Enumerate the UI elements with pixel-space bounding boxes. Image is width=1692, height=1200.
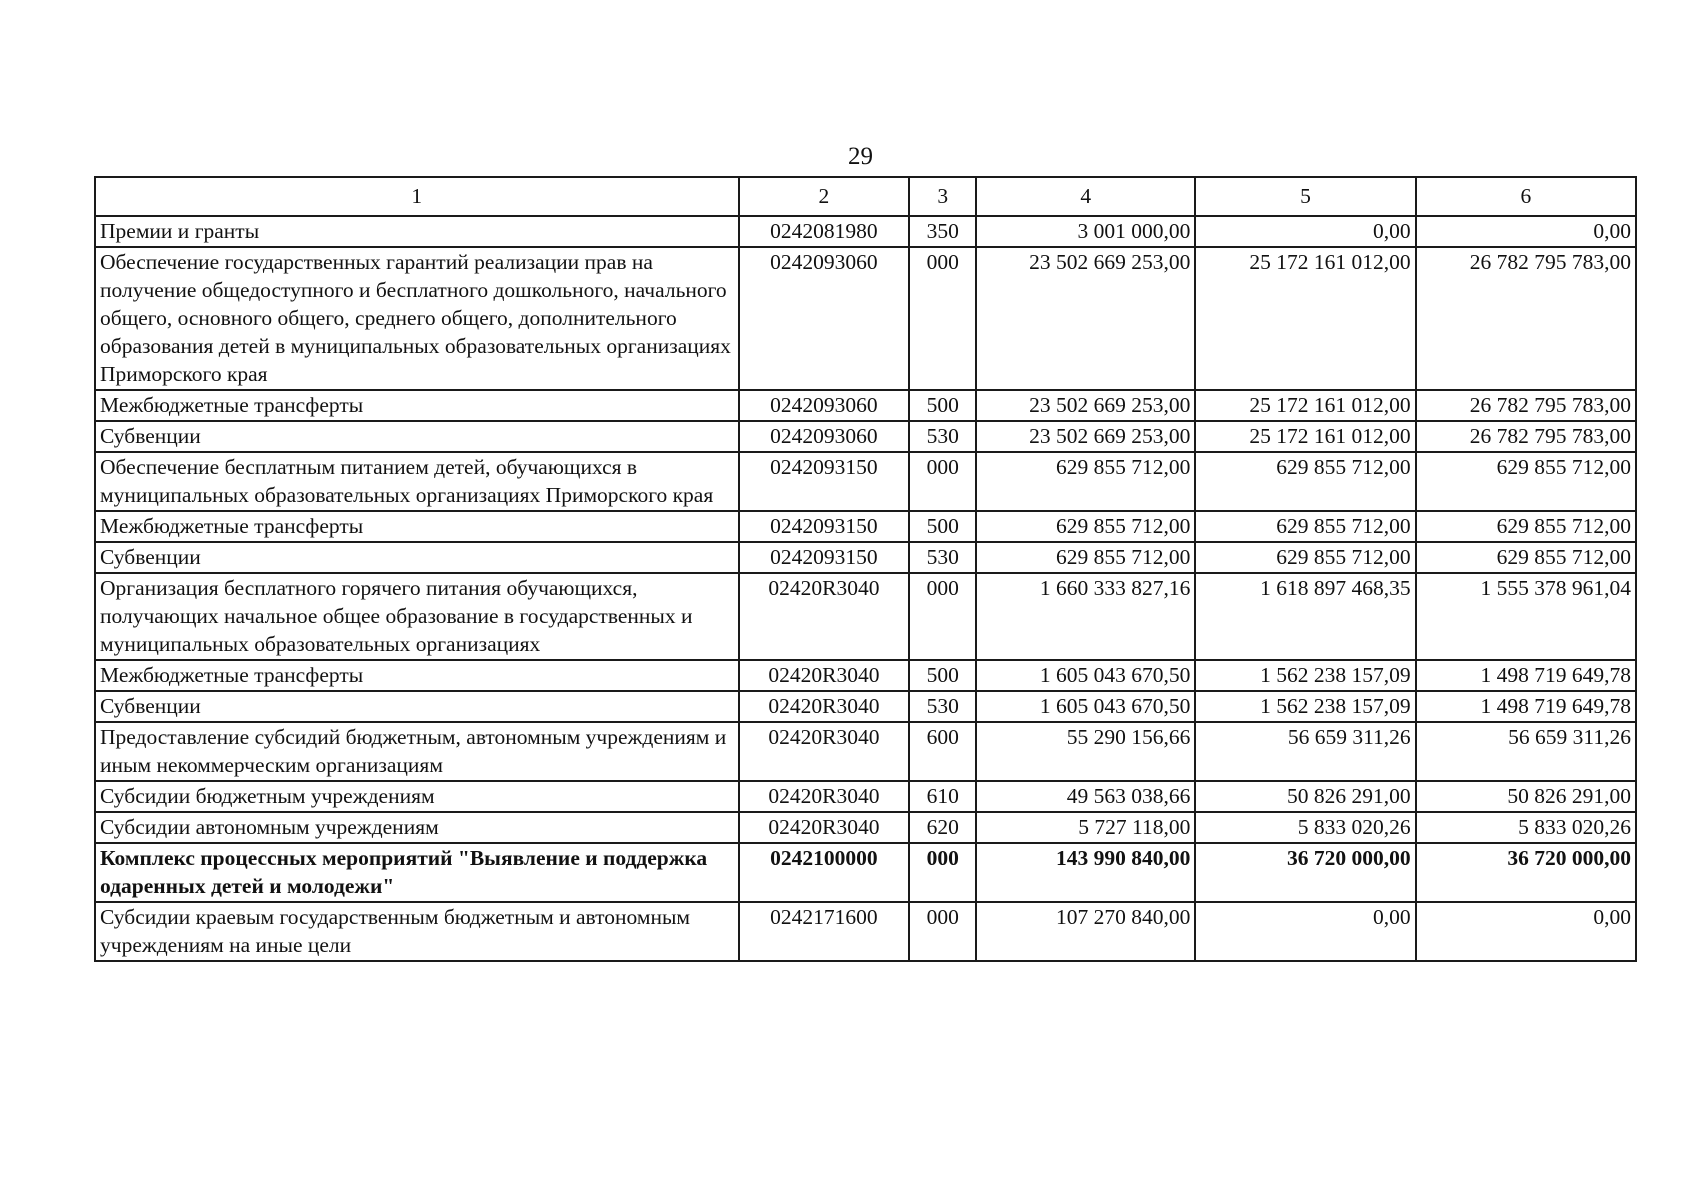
row-type-cell: 000 xyxy=(909,843,976,902)
row-name-cell: Обеспечение бесплатным питанием детей, обучающихся в муниципальных образовательных организациях Приморского края xyxy=(95,452,739,511)
row-value-col5-cell: 0,00 xyxy=(1195,902,1415,961)
header-col-6: 6 xyxy=(1416,177,1636,216)
row-value-col6-cell: 0,00 xyxy=(1416,902,1636,961)
table-row xyxy=(95,660,1636,691)
table-row xyxy=(95,781,1636,812)
row-name-cell: Межбюджетные трансферты xyxy=(95,660,739,691)
row-value-col4-cell: 23 502 669 253,00 xyxy=(976,247,1195,390)
row-name-cell: Предоставление субсидий бюджетным, автономным учреждениям и иным некоммерческим организациям xyxy=(95,722,739,781)
table-row xyxy=(95,902,1636,961)
row-code-cell: 0242093060 xyxy=(739,390,910,421)
row-code-cell: 0242093150 xyxy=(739,452,910,511)
row-value-col6-cell: 629 855 712,00 xyxy=(1416,452,1636,511)
header-row xyxy=(95,177,1636,216)
budget-table xyxy=(94,176,1637,962)
row-value-col6-cell: 50 826 291,00 xyxy=(1416,781,1636,812)
row-value-col5-cell: 629 855 712,00 xyxy=(1195,452,1415,511)
table-row xyxy=(95,452,1636,511)
row-value-col6-cell: 1 555 378 961,04 xyxy=(1416,573,1636,660)
table-row xyxy=(95,390,1636,421)
row-value-col4-cell: 55 290 156,66 xyxy=(976,722,1195,781)
row-type-cell: 620 xyxy=(909,812,976,843)
row-value-col6-cell: 26 782 795 783,00 xyxy=(1416,421,1636,452)
row-value-col6-cell: 56 659 311,26 xyxy=(1416,722,1636,781)
row-value-col5-cell: 25 172 161 012,00 xyxy=(1195,390,1415,421)
row-name-cell: Обеспечение государственных гарантий реализации прав на получение общедоступного и бесплатного дошкольного, начального общего, основного общего, среднего общего, дополнительного образования детей в муниципальных образовательных организациях Приморского края xyxy=(95,247,739,390)
row-value-col6-cell: 1 498 719 649,78 xyxy=(1416,660,1636,691)
table-row xyxy=(95,843,1636,902)
row-name-cell: Межбюджетные трансферты xyxy=(95,511,739,542)
row-value-col6-cell: 26 782 795 783,00 xyxy=(1416,390,1636,421)
row-value-col4-cell: 3 001 000,00 xyxy=(976,216,1195,247)
row-name-cell: Субвенции xyxy=(95,542,739,573)
header-col-1: 1 xyxy=(95,177,739,216)
row-value-col5-cell: 25 172 161 012,00 xyxy=(1195,421,1415,452)
row-type-cell: 530 xyxy=(909,542,976,573)
row-value-col4-cell: 629 855 712,00 xyxy=(976,542,1195,573)
row-value-col6-cell: 629 855 712,00 xyxy=(1416,542,1636,573)
row-code-cell: 0242100000 xyxy=(739,843,910,902)
row-value-col4-cell: 23 502 669 253,00 xyxy=(976,421,1195,452)
row-value-col4-cell: 629 855 712,00 xyxy=(976,452,1195,511)
row-value-col4-cell: 629 855 712,00 xyxy=(976,511,1195,542)
row-code-cell: 0242093150 xyxy=(739,542,910,573)
row-type-cell: 530 xyxy=(909,691,976,722)
row-name-cell: Субсидии автономным учреждениям xyxy=(95,812,739,843)
row-code-cell: 02420R3040 xyxy=(739,812,910,843)
row-name-cell: Субвенции xyxy=(95,691,739,722)
row-type-cell: 610 xyxy=(909,781,976,812)
table-body xyxy=(95,216,1636,961)
row-type-cell: 000 xyxy=(909,902,976,961)
row-value-col4-cell: 5 727 118,00 xyxy=(976,812,1195,843)
row-value-col6-cell: 0,00 xyxy=(1416,216,1636,247)
row-value-col5-cell: 5 833 020,26 xyxy=(1195,812,1415,843)
row-code-cell: 02420R3040 xyxy=(739,660,910,691)
row-type-cell: 500 xyxy=(909,511,976,542)
row-code-cell: 0242093150 xyxy=(739,511,910,542)
row-value-col4-cell: 1 605 043 670,50 xyxy=(976,660,1195,691)
row-code-cell: 0242081980 xyxy=(739,216,910,247)
row-code-cell: 0242093060 xyxy=(739,247,910,390)
header-col-5: 5 xyxy=(1195,177,1415,216)
row-value-col6-cell: 5 833 020,26 xyxy=(1416,812,1636,843)
row-value-col4-cell: 49 563 038,66 xyxy=(976,781,1195,812)
row-type-cell: 500 xyxy=(909,390,976,421)
table-row xyxy=(95,812,1636,843)
row-name-cell: Премии и гранты xyxy=(95,216,739,247)
row-type-cell: 000 xyxy=(909,452,976,511)
row-code-cell: 02420R3040 xyxy=(739,722,910,781)
row-value-col5-cell: 1 562 238 157,09 xyxy=(1195,660,1415,691)
table-row xyxy=(95,216,1636,247)
row-code-cell: 02420R3040 xyxy=(739,573,910,660)
row-value-col6-cell: 1 498 719 649,78 xyxy=(1416,691,1636,722)
row-value-col6-cell: 36 720 000,00 xyxy=(1416,843,1636,902)
row-name-cell: Субвенции xyxy=(95,421,739,452)
row-code-cell: 02420R3040 xyxy=(739,691,910,722)
row-value-col5-cell: 36 720 000,00 xyxy=(1195,843,1415,902)
row-type-cell: 350 xyxy=(909,216,976,247)
row-value-col5-cell: 50 826 291,00 xyxy=(1195,781,1415,812)
table-row xyxy=(95,573,1636,660)
header-col-4: 4 xyxy=(976,177,1195,216)
page-number: 29 xyxy=(848,143,873,170)
row-type-cell: 000 xyxy=(909,247,976,390)
row-value-col6-cell: 26 782 795 783,00 xyxy=(1416,247,1636,390)
table-row xyxy=(95,511,1636,542)
row-name-cell: Комплекс процессных мероприятий "Выявление и поддержка одаренных детей и молодежи" xyxy=(95,843,739,902)
header-col-2: 2 xyxy=(739,177,910,216)
row-value-col5-cell: 1 618 897 468,35 xyxy=(1195,573,1415,660)
row-name-cell: Организация бесплатного горячего питания обучающихся, получающих начальное общее образование в государственных и муниципальных образовательных организациях xyxy=(95,573,739,660)
row-value-col4-cell: 1 660 333 827,16 xyxy=(976,573,1195,660)
table-row xyxy=(95,247,1636,390)
row-value-col4-cell: 1 605 043 670,50 xyxy=(976,691,1195,722)
table-header xyxy=(95,177,1636,216)
row-name-cell: Субсидии бюджетным учреждениям xyxy=(95,781,739,812)
table-row xyxy=(95,691,1636,722)
row-name-cell: Межбюджетные трансферты xyxy=(95,390,739,421)
row-type-cell: 000 xyxy=(909,573,976,660)
table-row xyxy=(95,421,1636,452)
row-value-col4-cell: 107 270 840,00 xyxy=(976,902,1195,961)
header-col-3: 3 xyxy=(909,177,976,216)
row-type-cell: 600 xyxy=(909,722,976,781)
row-value-col4-cell: 143 990 840,00 xyxy=(976,843,1195,902)
row-name-cell: Субсидии краевым государственным бюджетным и автономным учреждениям на иные цели xyxy=(95,902,739,961)
table-row xyxy=(95,722,1636,781)
row-value-col5-cell: 1 562 238 157,09 xyxy=(1195,691,1415,722)
row-value-col5-cell: 56 659 311,26 xyxy=(1195,722,1415,781)
row-value-col5-cell: 629 855 712,00 xyxy=(1195,511,1415,542)
row-type-cell: 530 xyxy=(909,421,976,452)
table-row xyxy=(95,542,1636,573)
row-code-cell: 02420R3040 xyxy=(739,781,910,812)
row-code-cell: 0242093060 xyxy=(739,421,910,452)
row-value-col5-cell: 0,00 xyxy=(1195,216,1415,247)
row-value-col5-cell: 25 172 161 012,00 xyxy=(1195,247,1415,390)
row-value-col5-cell: 629 855 712,00 xyxy=(1195,542,1415,573)
row-type-cell: 500 xyxy=(909,660,976,691)
row-code-cell: 0242171600 xyxy=(739,902,910,961)
row-value-col4-cell: 23 502 669 253,00 xyxy=(976,390,1195,421)
row-value-col6-cell: 629 855 712,00 xyxy=(1416,511,1636,542)
